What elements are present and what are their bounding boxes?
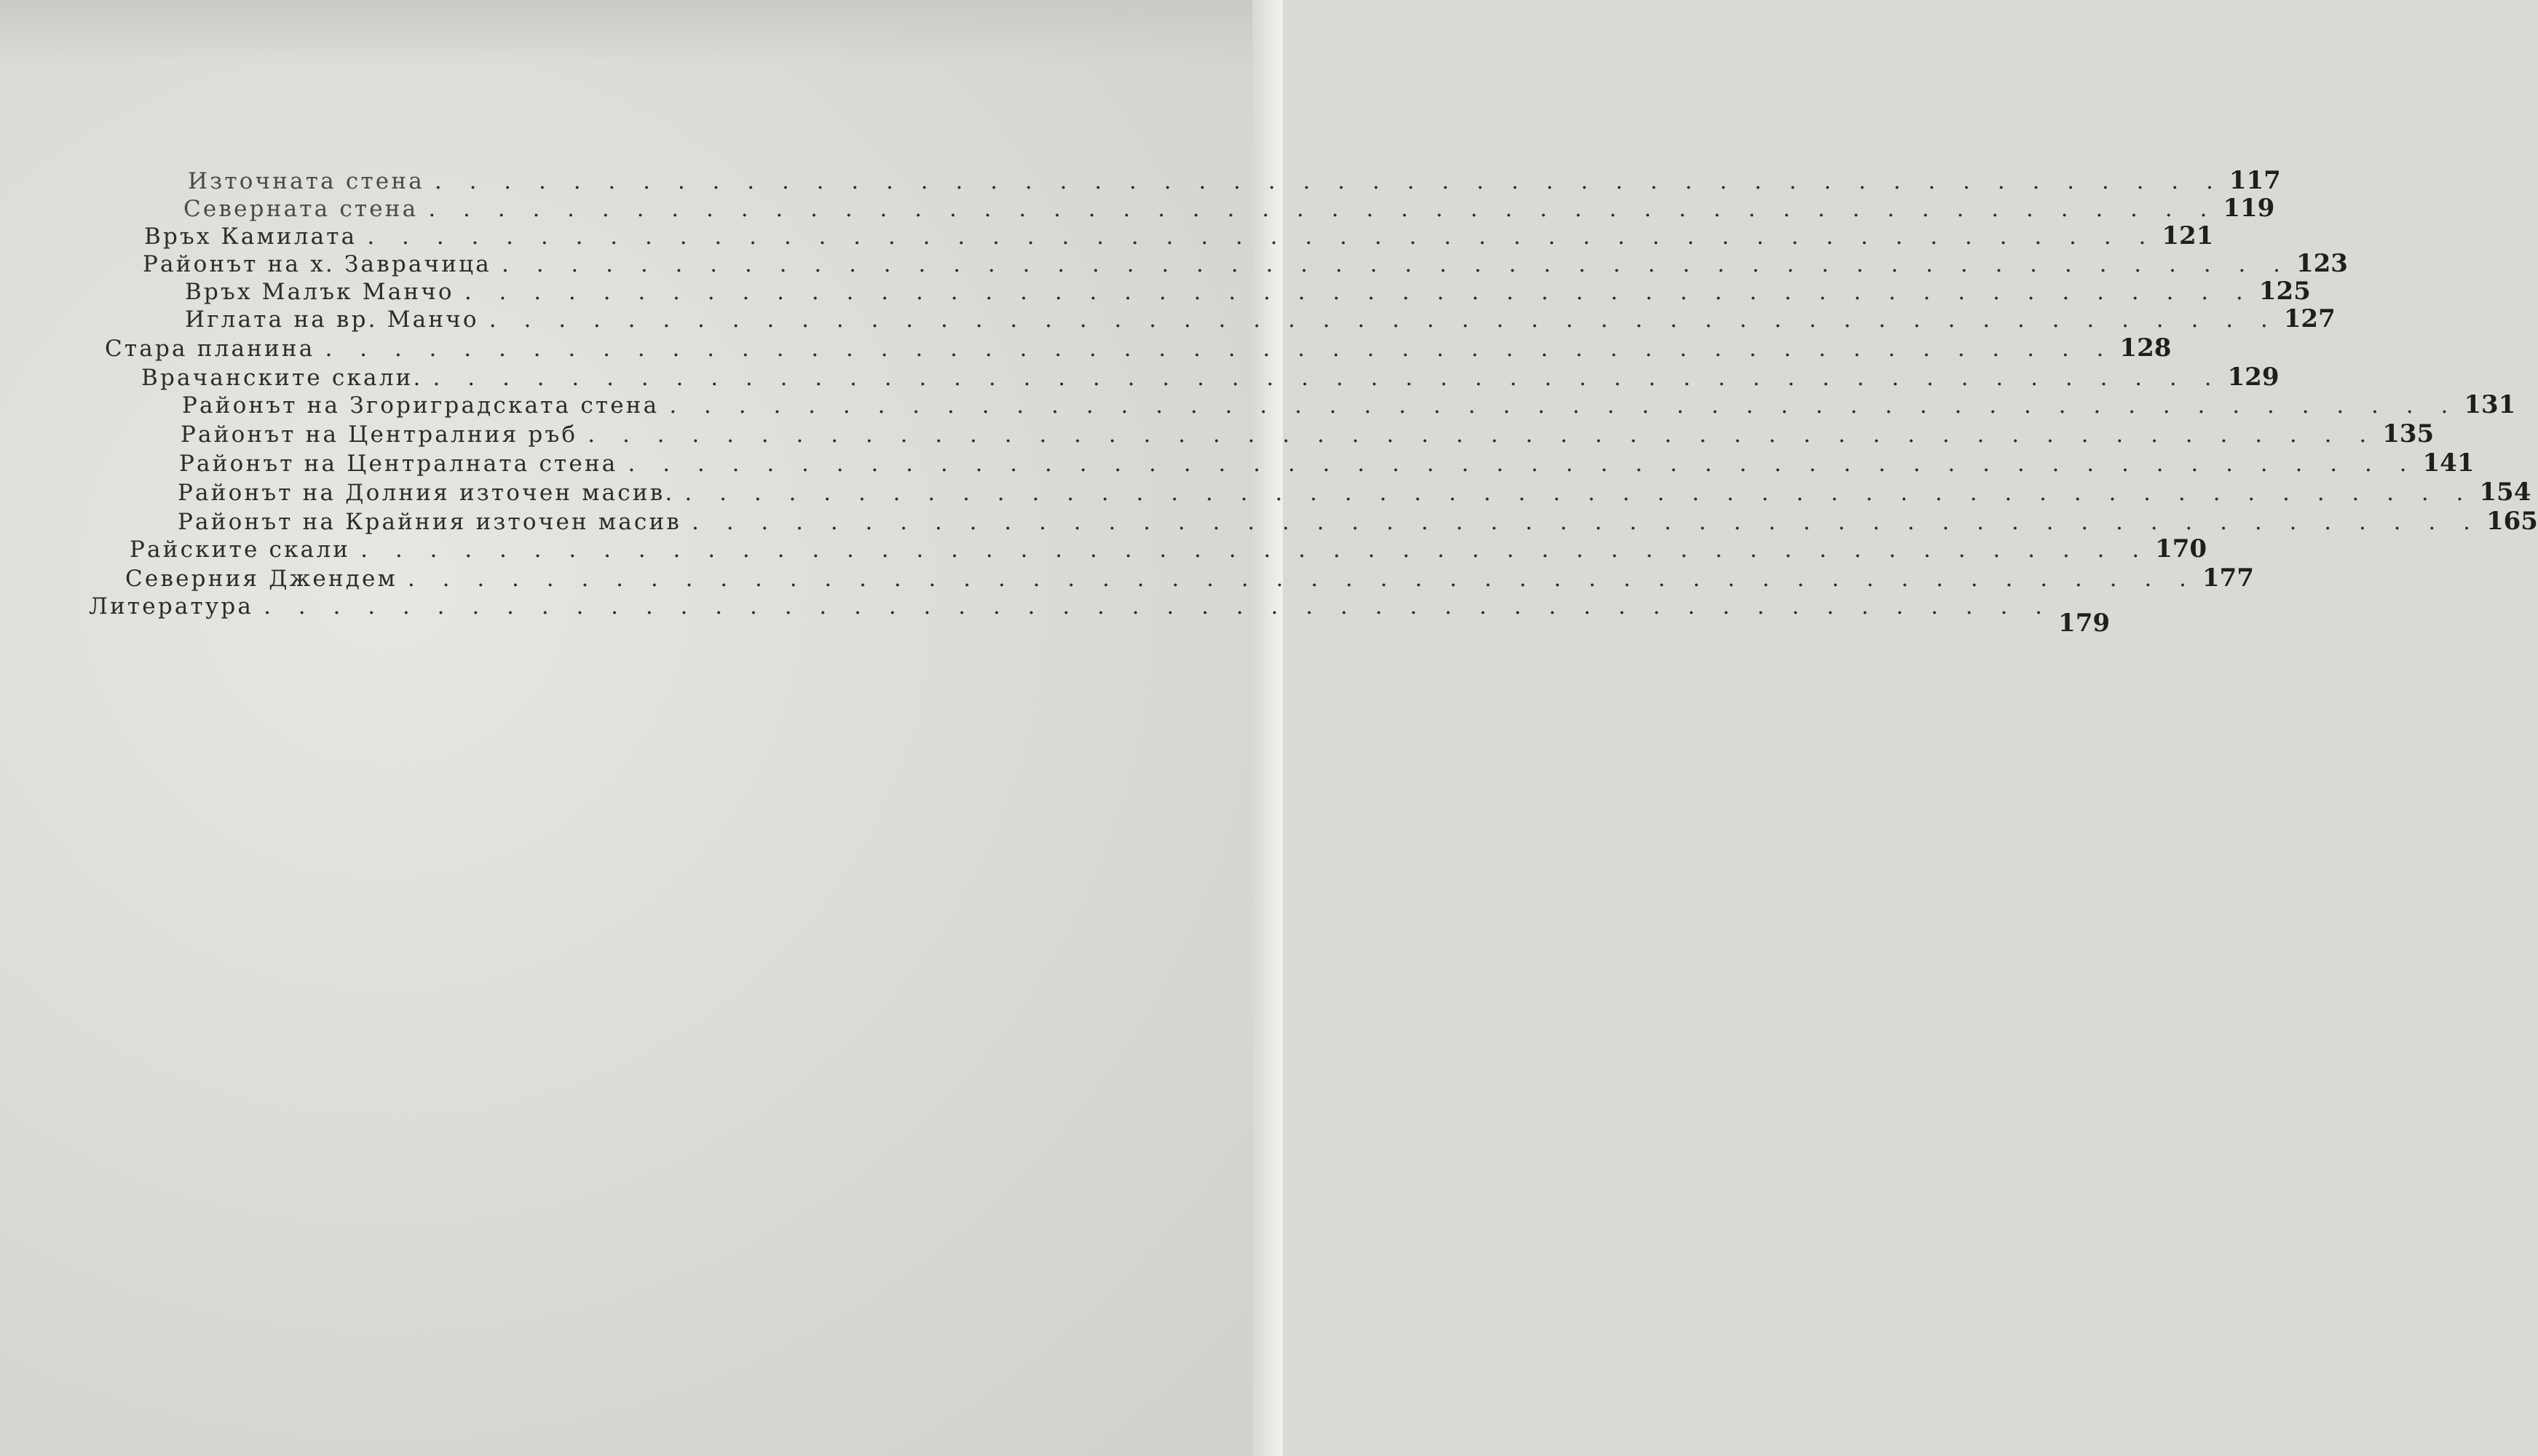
toc-leader-dots: . . . . . . . . . . . . . . . . . . . . . . . . . . . . . . . . . . . . . . . . . . . . . . . . . . . . (669, 392, 2459, 419)
toc-entry-page: 154 (2479, 478, 2531, 507)
toc-entry (183, 194, 2275, 223)
toc-entry-page: 127 (2283, 304, 2336, 333)
toc-entry (125, 563, 2254, 593)
toc-entry (141, 363, 2280, 392)
toc-entry-page: 121 (2162, 221, 2214, 250)
toc-leader-dots: . . . . . . . . . . . . . . . . . . . . . . . . . . . . . . . . . . . . . . . . . . . . . . . . . . . . (489, 306, 2278, 333)
toc-leader-dots: . . . . . . . . . . . . . . . . . . . . . . . . . . . . . . . . . . . . . . . . . . . . . . . . . . . . (434, 168, 2223, 194)
toc-entry (143, 249, 2348, 278)
toc-entry-title: Иглата на вр. Манчо (185, 306, 479, 333)
toc-entry-page: 123 (2296, 249, 2348, 278)
toc-entry-title: Източната стена (188, 168, 424, 194)
toc-leader-dots: . . . . . . . . . . . . . . . . . . . . . . . . . . . . . . . . . . . . . . . . . . . . . . . . . . . . (588, 422, 2377, 448)
toc-leader-dots: . . . . . . . . . . . . . . . . . . . . . . . . . . . . . . . . . . . . . . . . . . . . . . . . . . . . (628, 451, 2417, 477)
toc-entry-title: Връх Малък Манчо (185, 279, 454, 305)
toc-entry-title: Райските скали (130, 537, 351, 563)
toc-entry (105, 333, 2172, 363)
toc-entry-page: 141 (2422, 448, 2475, 478)
toc-entry (89, 591, 2111, 638)
toc-entry-page: 131 (2464, 390, 2516, 419)
toc-leader-dots: . . . . . . . . . . . . . . . . . . . . . . . . . . . . . . . . . . . . . . . . . . . . . . . . . . . . (407, 566, 2197, 592)
toc-leader-dots: . . . . . . . . . . . . . . . . . . . . . . . . . . . . . . . . . . . . . . . . . . . . . . . . . . . . (325, 336, 2114, 362)
toc-entry-page: 129 (2227, 363, 2280, 392)
toc-entry (181, 419, 2435, 448)
toc-entry-title: Северния Джендем (125, 566, 398, 592)
toc-leader-dots: . . . . . . . . . . . . . . . . . . . . . . . . . . . . . . . . . . . . . . . . . . . . . . . . . . . . (432, 365, 2222, 391)
toc-entry (185, 304, 2336, 333)
toc-entry-page: 125 (2258, 277, 2311, 306)
toc-entry-title: Врачанските скали. (141, 365, 423, 391)
toc-leader-dots: . . . . . . . . . . . . . . . . . . . . . . . . . . . . . . . . . . . . . . . . . . . . . . . . . . . . (264, 593, 2053, 620)
toc-entry-page: 177 (2202, 563, 2254, 593)
toc-entry-title: Районът на Згориградската стена (182, 392, 660, 419)
toc-entry (182, 390, 2516, 419)
toc-leader-dots: . . . . . . . . . . . . . . . . . . . . . . . . . . . . . . . . . . . . . . . . . . . . . . . . . . . . (428, 196, 2218, 222)
toc-entry (130, 534, 2207, 563)
toc-entry (144, 221, 2214, 250)
toc-leader-dots: . . . . . . . . . . . . . . . . . . . . . . . . . . . . . . . . . . . . . . . . . . . . . . . . . . . . (464, 279, 2253, 305)
toc-entry (178, 507, 2538, 536)
toc-entry-title: Връх Камилата (144, 223, 357, 250)
toc-entry-page: 128 (2119, 333, 2172, 363)
toc-leader-dots: . . . . . . . . . . . . . . . . . . . . . . . . . . . . . . . . . . . . . . . . . . . . . . . . . . . . (502, 251, 2290, 277)
toc-leader-dots: . . . . . . . . . . . . . . . . . . . . . . . . . . . . . . . . . . . . . . . . . . . . . . . . . . . . (367, 223, 2156, 250)
toc-entry-title: Районът на Централната стена (179, 451, 618, 477)
toc-entry-title: Северната стена (183, 196, 419, 222)
toc-entry-page: 165 (2486, 507, 2538, 536)
toc-leader-dots: . . . . . . . . . . . . . . . . . . . . . . . . . . . . . . . . . . . . . . . . . . . . . . . . . . . . (360, 537, 2150, 563)
toc-entry-title: Литература (89, 593, 254, 620)
toc-entry-title: Районът на Централния ръб (181, 422, 578, 448)
toc-entry-title: Районът на Крайния източен масив (178, 509, 681, 535)
toc-entry (188, 166, 2281, 195)
toc-leader-dots: . . . . . . . . . . . . . . . . . . . . . . . . . . . . . . . . . . . . . . . . . . . . . . . . . . . . (691, 509, 2480, 535)
toc-entry-page: 170 (2155, 534, 2207, 563)
toc-entry (179, 448, 2475, 478)
toc-entry-page: 179 (2058, 609, 2111, 638)
toc-entry (185, 277, 2311, 306)
toc-entry-title: Районът на Долния източен масив. (178, 480, 675, 506)
toc-entry-page: 119 (2223, 194, 2275, 223)
toc-entry-page: 117 (2229, 166, 2281, 195)
toc-entry-title: Районът на х. Заврачица (143, 251, 491, 277)
toc-entry-page: 135 (2382, 419, 2435, 448)
toc-entry (178, 478, 2531, 507)
toc-leader-dots: . . . . . . . . . . . . . . . . . . . . . . . . . . . . . . . . . . . . . . . . . . . . . . . . . . . . (684, 480, 2474, 506)
toc-entry-title: Стара планина (105, 336, 315, 362)
